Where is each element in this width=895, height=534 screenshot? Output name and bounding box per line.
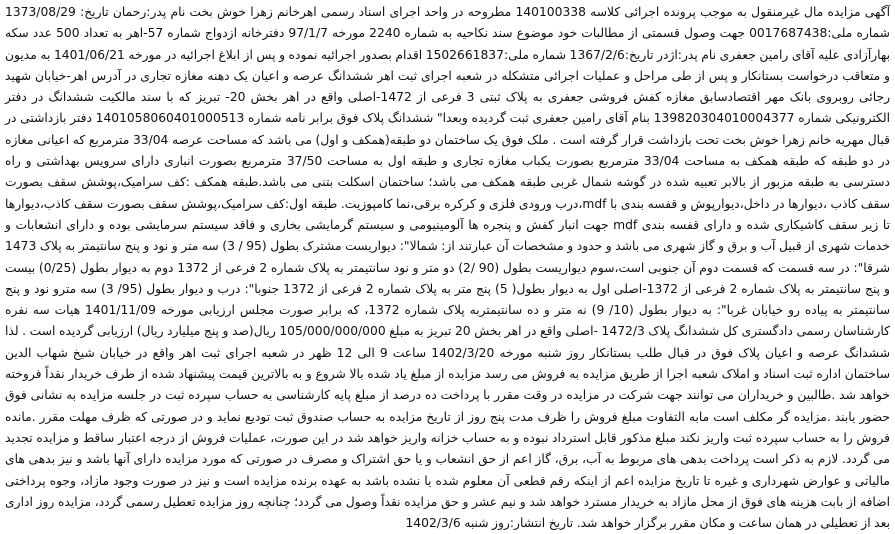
notice-body-text: آگهی مزایده مال غیرمنقول به موجب پرونده اجرائی کلاسه 140100338 مطروحه در واحد اجرای اسناد رسمی اهرخانم زهرا خوش بخت نام پدر:رحمان تاریخ: 1373/08/29 شماره ملی:0017687438 جهت وصول قسمتی از مطالبات خود موضوع سند نکاحیه به شماره 2240 مورخه 97/1/7 دفترخانه ازدواج شماره 57-اهر به تعداد 500 عدد سکه بهارآزادی علیه آقای رامین جعفری نام پدر:اژدر تاریخ:1367/2/6 شماره ملی:1502661837 اقدام بصدور اجرائیه نموده و پس از ابلاغ اجرائیه در مورخه 1401/06/21 به مدیون و متعاقب درخواست بستانکار و پس از طی مراحل و عملیات اجرائی متشکله در شعبه اجرای ثبت اهر ششدانگ عرصه و اعیان یک دهنه مغازه تجاری در آدرس اهر-خیابان شهید رجائی روبروی بانک مهر اقتصادسابق مغازه کفش فروشی جعفری به پلاک ثبتی 3 فرعی از 1472-اصلی واقع در اهر بخش 20- تبریز که با سند مالکیت ششدانگ در دفتر الکترونیکی شماره 139820304010004377 بنام آقای رامین جعفری ثبت گردیده وبعدا" ششدانگ پلاک فوق برابر نامه شماره 1401058060401000513 دفتر بازداشتی در قبال مهریه خانم زهرا خوش بخت تحت بازداشت قرار گرفته است . ملک فوق یک ساختمان دو طبقه(همکف و اول) می باشد که مساحت عرصه 33/04 مترمربع که اعیانی مغازه در دو طبقه که طبقه همکف به مساحت 33/04 مترمربع بصورت یکباب مغازه تجاری و طبقه اول به مساحت 37/50 مترمربع بصورت انباری دارای سرویس بهداشتی و راه دسترسی به طبقه مزبور از بالابر تعبیه شده در گوشه شمال غربی طبقه همکف می باشد؛ ساختمان اسکلت بتنی می باشد.طبقه همکف :کف سرامیک،پوشش سقف بصورت سقف کاذب ،دیوارها در داخل،دیوارپوش و قفسه بندی با mdf،درب ورودی فلزی و کرکره برقی،نما کامپوزیت. طبقه اول:کف سرامیک،پوشش سقف بصورت سقف کاذب،دیوارها تا زیر سقف کاشیکاری شده و دارای قفسه بندی mdf جهت انبار کفش و پنجره ها آلومینیومی و سیستم گرمایشی بخاری و فاقد سیستم سرمایشی بوده و دارای انشعابات و خدمات شهری از قبیل آب و برق و گاز شهری می باشد و حدود و مشخصات آن عبارتند از: شمالا": دیواریست مشترک بطول (95 / 3) سه متر و نود و پنج سانتیمتر به پلاک 1473 شرقا": در سه قسمت که قسمت دوم آن جنوبی است،سوم دیواریست بطول (90 /2) دو متر و نود سانتیمتر به پلاک شماره 2 فرعی از 1372 دوم به دیوار بطول (0/25) بیست و پنج سانتیمتر به پلاک شماره 2 فرعی از 1372-اصلی اول به دیوار بطول( 5) پنج متر به پلاک شماره 2 فرعی از 1372 جنوبا": درب و دیوار بطول (95/ 3) سه مترو نود و پنج سانتیمتر به پیاده رو خیابان غربا": به دیوار بطول (10/ 9) نه متر و ده سانتیمتربه پلاک شماره 1372، که برابر صورت مجلس ارزیابی مورخه 1401/11/09 هیات سه نفره کارشناسان رسمی دادگستری کل ششدانگ پلاک 1472/3 -اصلی واقع در اهر بخش 20 تبریز به مبلغ 105/000/000/000 ریال(صد و پنج میلیارد ریال) ارزیابی گردیده است . لذا ششدانگ عرصه و اعیان پلاک فوق در قبال طلب بستانکار روز شنبه مورخه 1402/3/20 ساعت 9 الی 12 ظهر در شعبه اجرای ثبت اهر واقع در خیابان شیخ شهاب الدین ساختمان اداره ثبت اسناد و املاک شعبه اجرا از طریق مزایده به فروش می رسد مزایده از مبلغ یاد شده بالا شروع و به بالاترین قیمت پیشنهاد شده از طرف خریدار نقداً فروخته خواهد شد .طالبین و خریداران می توانند جهت شرکت در مزایده در وقت مقرر با پرداخت ده درصد از مبلغ پایه کارشناسی به حساب سپرده ثبت در جلسه مزایده به نشانی فوق حضور یابند .مزایده گر مکلف است مابه التفاوت مبلغ فروش را ظرف مدت پنج روز از تاریخ مزایده به حساب صندوق ثبت تودیع نماید و در صورتی که ظرف مهلت مقرر .مانده فروش را به حساب سپرده ثبت واریز نکند مبلغ مذکور قابل استرداد نبوده و به حساب خزانه واریز خواهد شد در این صورت، عملیات فروش از درجه اعتبار ساقط و مزایده تجدید می گردد. لازم به ذکر است پرداخت بدهی های مربوط به آب، برق، گاز اعم از حق انشعاب و یا حق اشتراک و مصرف در صورتی که مورد مزایده دارای آنها باشد و نیز بدهی های مالیاتی و عوارض شهرداری و غیره تا تاریخ مزایده اعم از اینکه رقم قطعی آن معلوم شده یا نشده باشد به عهده برنده مزایده است و نیز در صورت وجود مازاد، وجوه پرداختی اضافه از بابت هزینه های فوق از محل مازاد به خریدار مسترد خواهد شد و نیم عشر و حق مزایده نقداً وصول می گردد؛ چنانچه روز مزایده تعطیل رسمی گردد، مزایده روز اداری بعد از تعطیلی در همان ساعت و مکان مقرر برگزار خواهد شد. تاریخ انتشار:روز شنبه 1402/3/6	[5, 5, 891, 531]
